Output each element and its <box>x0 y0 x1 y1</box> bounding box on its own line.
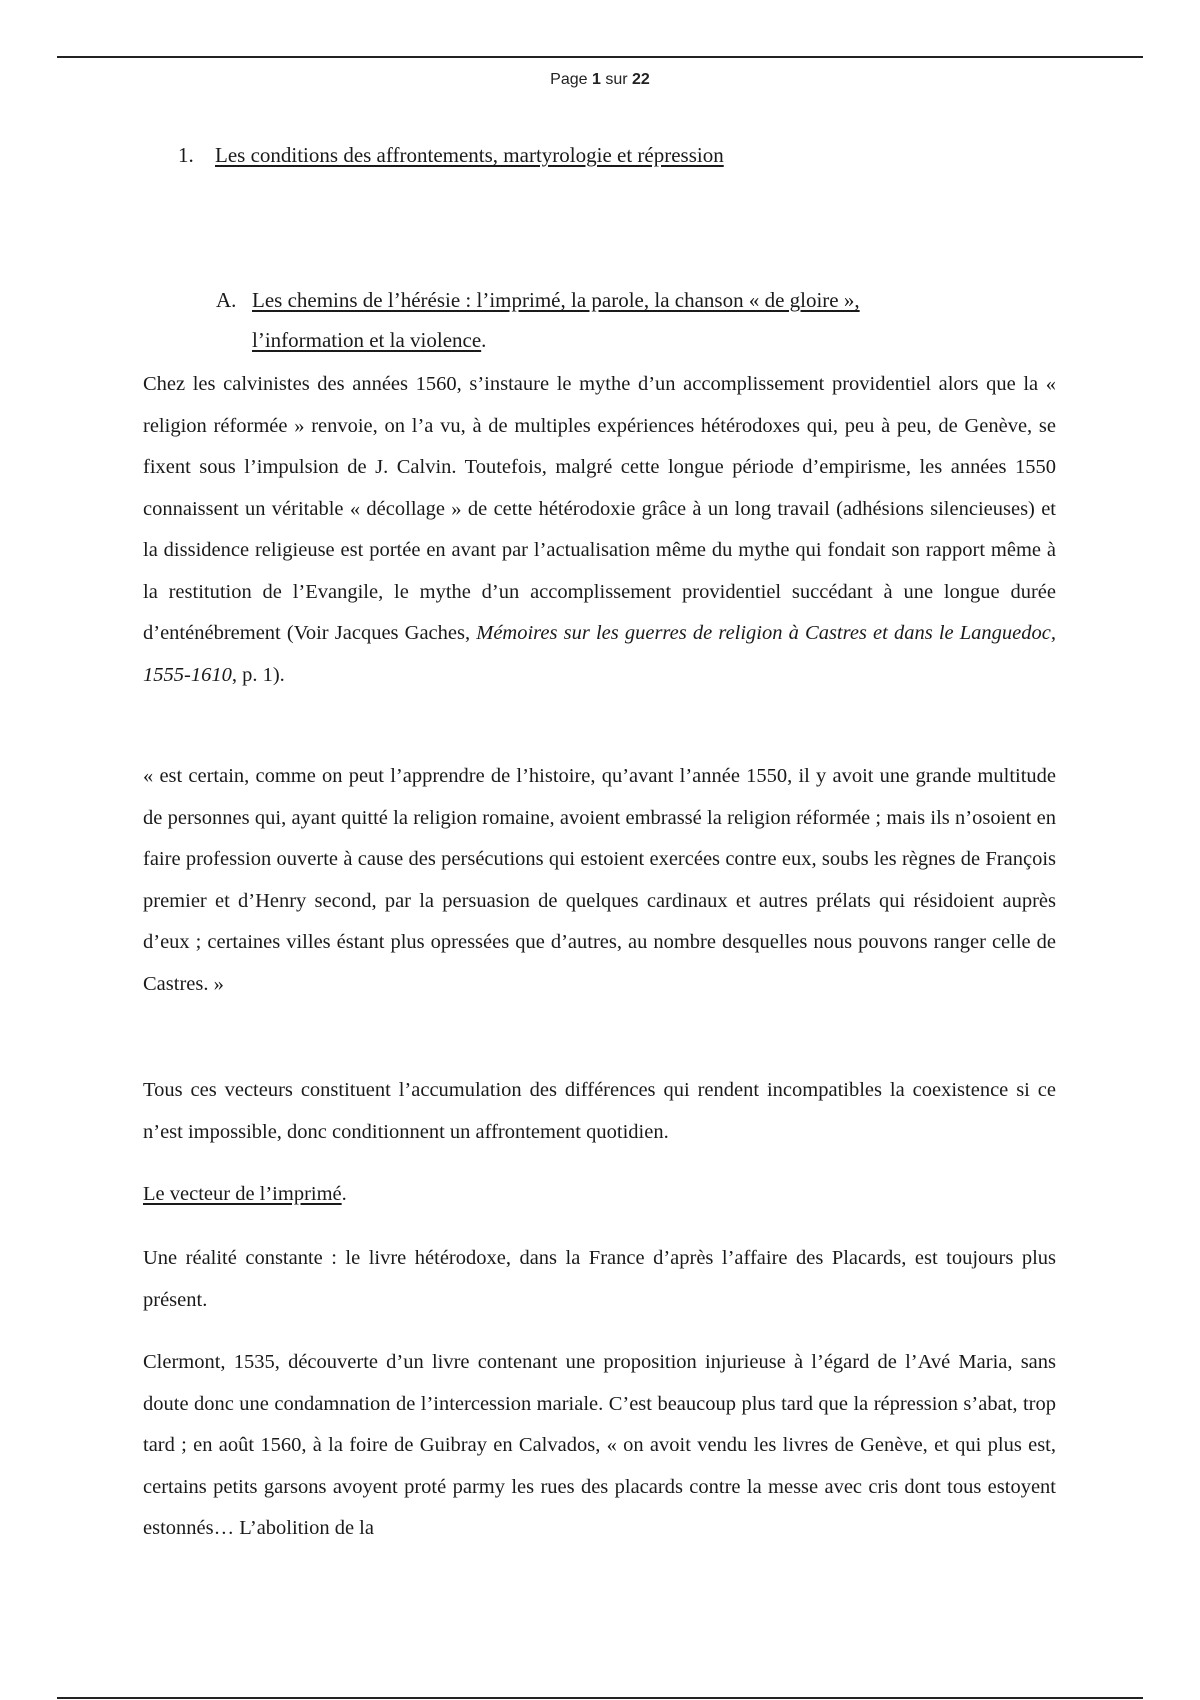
paragraph-1-book-title: Mémoires sur les guerres de religion à Castres et dans le Languedoc, 1555-1610 <box>143 622 1057 686</box>
header-rule <box>57 56 1143 58</box>
paragraph-1-end: , p. 1). <box>231 663 285 686</box>
total-pages-number: 22 <box>632 71 650 88</box>
footer-rule <box>57 1697 1143 1699</box>
section-a-letter: A. <box>216 288 237 312</box>
paragraph-1 <box>143 364 1056 696</box>
section-1-title: Les conditions des affrontements, martyrologie et répression <box>215 143 724 167</box>
section-a-heading <box>216 280 976 360</box>
paragraph-5: Clermont, 1535, découverte d’un livre contenant une proposition injurieuse à l’égard de l’Avé Maria, sans doute donc une condamnation de l’intercession mariale. C’est beaucoup plus tard que la répression s’abat, trop tard ; en août 1560, à la foire de Guibray en Calvados, « on avoit vendu les livres de Genève, et qui plus est, certains petits garsons avoyent proté parmy les rues des placards contre la messe avec cris dont tous estoyent estonnés… L’abolition de la <box>143 1351 1056 1539</box>
paragraph-4: Une réalité constante : le livre hétérodoxe, dans la France d’après l’affaire des Placards, est toujours plus présent. <box>143 1247 1056 1311</box>
current-page-number: 1 <box>591 71 601 88</box>
page-of-label: sur <box>605 71 628 88</box>
paragraph-1-text: Chez les calvinistes des années 1560, s’instaure le mythe d’un accomplissement providentiel alors que la « religion réformée » renvoie, on l’a vu, à de multiples expériences hétérodoxes qui, peu à peu, de Genève, se fixent sous l’impulsion de J. Calvin. Toutefois, malgré cette longue période d’empirisme, les années 1550 connaissent un véritable « décollage » de cette hétérodoxie grâce à un long travail (adhésions silencieuses) et la dissidence religieuse est portée en avant par l’actualisation même du mythe qui fondait son rapport même à la restitution de l’Evangile, le mythe d’un accomplissement providentiel succédant à une longue durée d’enténébrement (Voir Jacques Gaches, <box>143 373 1056 644</box>
sub-heading <box>143 1174 1056 1216</box>
section-1-number: 1. <box>178 143 194 167</box>
section-a-title-end: . <box>481 328 487 352</box>
page-label: Page <box>550 71 588 88</box>
quotation-paragraph: « est certain, comme on peut l’apprendre de l’histoire, qu’avant l’année 1550, il y avoit une grande multitude de personnes qui, ayant quitté la religion romaine, avoient embrassé la religion réformée ; mais ils n’osoient en faire profession ouverte à cause des persécutions qui estoient exercées contre eux, soubs les règnes de François premier et d’Henry second, par la persuasion de quelques cardinaux et autres prélats qui résidoient auprès d’eux ; certaines villes éstant plus opressées que d’autres, au nombre desquelles nous pouvons ranger celle de Castres. » <box>143 765 1056 995</box>
sub-heading-end: . <box>341 1183 347 1205</box>
section-1-heading <box>178 140 724 170</box>
paragraph-3: Tous ces vecteurs constituent l’accumulation des différences qui rendent incompatibles la coexistence si ce n’est impossible, donc conditionnent un affrontement quotidien. <box>143 1079 1056 1143</box>
page-header <box>0 70 1200 90</box>
sub-heading-title: Le vecteur de l’imprimé <box>143 1183 342 1205</box>
section-a-title: Les chemins de l’hérésie : l’imprimé, la parole, la chanson « de gloire », l’information et la violence <box>252 288 860 352</box>
